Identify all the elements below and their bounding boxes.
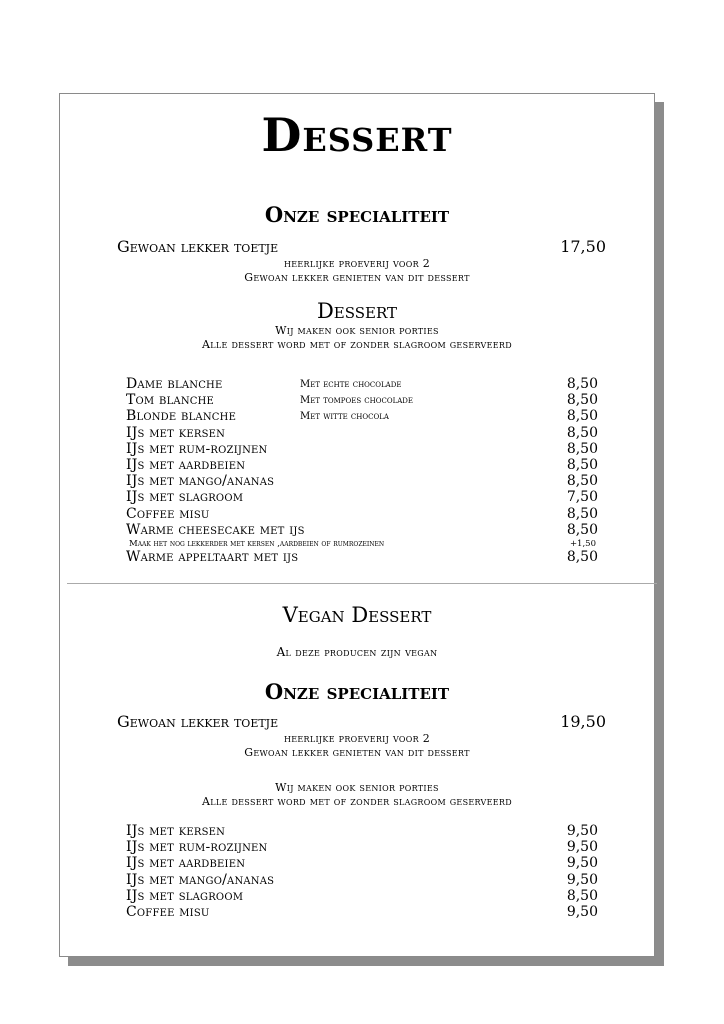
extra-note: Maak het nog lekkerder met kersen ,aardbeien of rumrozeinen (129, 539, 385, 549)
menu-item-name: IJs met mango/ananas (126, 871, 275, 888)
menu-item-description: Met echte chocolade (300, 379, 402, 390)
menu-item-name: IJs met rum-rozijnen (126, 440, 268, 457)
menu-item-name: Dame blanche (126, 376, 223, 392)
menu-item-name: IJs met rum-rozijnen (126, 839, 268, 856)
menu-item-price: 8,50 (566, 392, 598, 409)
menu-item-price: 9,50 (566, 904, 598, 920)
menu-item-price: 8,50 (566, 376, 598, 392)
slagroom-note: Alle dessert word met of zonder slagroom geserveerd (202, 338, 512, 351)
vegan-special-price: 19,50 (560, 712, 606, 731)
menu-item-price: 9,50 (566, 823, 598, 839)
menu-item-price: 8,50 (566, 408, 598, 425)
section-divider (67, 583, 657, 584)
menu-item-price: 8,50 (566, 521, 598, 538)
extra-price: +1,50 (569, 539, 596, 549)
menu-item-name: IJs met slagroom (126, 887, 244, 904)
last-item-price: 8,50 (566, 549, 598, 565)
menu-item-price: 9,50 (566, 871, 598, 888)
vegan-heading: Vegan Dessert (282, 603, 432, 627)
menu-item-price: 8,50 (566, 424, 598, 441)
menu-item-name: Coffee misu (126, 904, 210, 920)
vegan-senior-note: Wij maken ook senior porties (275, 781, 439, 794)
menu-item-price: 8,50 (566, 440, 598, 457)
menu-item-description: Met tompoes chocolade (300, 395, 414, 407)
vegan-subheading: Al deze producen zijn vegan (276, 645, 438, 659)
last-item-name: Warme appeltaart met ijs (126, 549, 299, 565)
menu-item-price: 8,50 (566, 887, 598, 904)
menu-item-name: IJs met aardbeien (126, 855, 246, 872)
menu-item-price: 9,50 (566, 855, 598, 872)
special-line-2: Gewoan lekker genieten van dit dessert (244, 271, 470, 284)
vegan-special-name: Gewoan lekker toetje (117, 712, 279, 731)
menu-item-name: Warme cheesecake met ijs (126, 521, 305, 538)
menu-item-name: Coffee misu (126, 505, 210, 522)
menu-item-name: IJs met slagroom (126, 489, 244, 506)
dessert-heading: Dessert (316, 299, 398, 323)
menu-item-description: Met witte chocola (300, 411, 389, 423)
menu-item-name: IJs met mango/ananas (126, 473, 275, 490)
menu-item-price: 8,50 (566, 457, 598, 473)
menu-item-name: Tom blanche (126, 392, 215, 409)
senior-note: Wij maken ook senior porties (275, 324, 439, 337)
menu-item-name: IJs met kersen (126, 424, 226, 441)
special-heading: Onze specialiteit (264, 202, 450, 227)
vegan-special-line-2: Gewoan lekker genieten van dit dessert (244, 746, 470, 759)
special-price: 17,50 (560, 237, 606, 256)
special-line-1: heerlijke proeverij voor 2 (283, 257, 431, 270)
special-name: Gewoan lekker toetje (117, 237, 279, 256)
menu-item-price: 7,50 (566, 489, 598, 506)
menu-item-name: IJs met aardbeien (126, 457, 246, 473)
menu-item-name: Blonde blanche (126, 408, 237, 425)
vegan-special-heading: Onze specialiteit (264, 679, 450, 704)
menu-item-name: IJs met kersen (126, 823, 226, 839)
vegan-special-line-1: heerlijke proeverij voor 2 (283, 732, 431, 745)
menu-item-price: 8,50 (566, 505, 598, 522)
menu-item-price: 9,50 (566, 839, 598, 856)
menu-item-price: 8,50 (566, 473, 598, 490)
menu-page (59, 93, 655, 957)
vegan-slagroom-note: Alle dessert word met of zonder slagroom geserveerd (202, 795, 512, 808)
page-title: Dessert (261, 108, 453, 162)
